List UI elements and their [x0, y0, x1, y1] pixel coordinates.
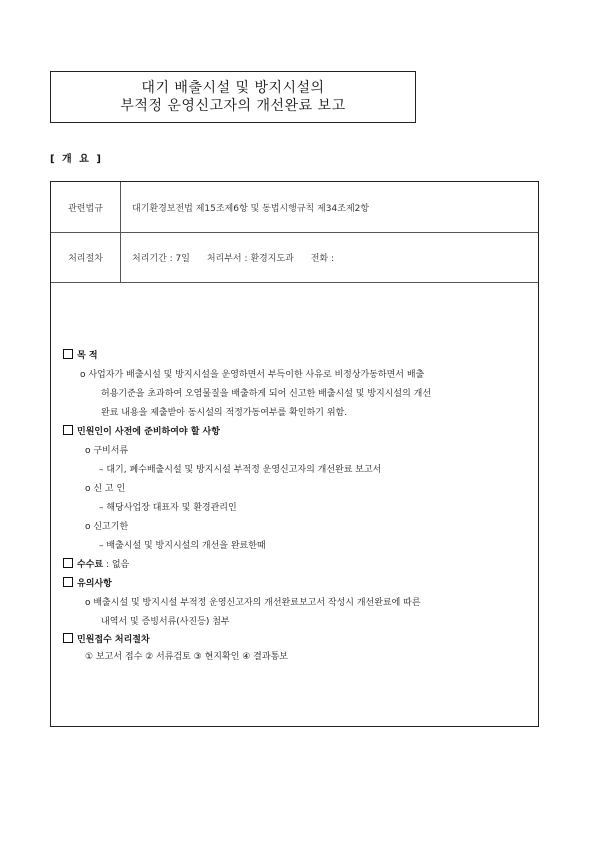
row-divider — [120, 182, 121, 232]
checkbox-square-icon — [63, 633, 73, 643]
row-divider — [120, 232, 121, 282]
procedure-row — [51, 232, 538, 283]
required-documents: o 구비서류 — [85, 446, 129, 456]
law-label: 관련법규 — [68, 203, 103, 214]
procedure-value — [120, 251, 348, 264]
process-steps-heading: 민원접수 처리절차 — [63, 632, 528, 649]
reporter-item: – 해당사업장 대표자 및 환경관리인 — [99, 503, 237, 513]
overview-heading: [ 개 요 ] — [50, 154, 103, 165]
notes-line: o 배출시설 및 방지시설 부적정 운영신고자의 개선완료보고서 작성시 개선완료에 따른 — [85, 598, 421, 608]
phone: 전화 : — [310, 253, 334, 264]
purpose-line: o 사업자가 배출시설 및 방지시설을 운영하면서 부득이한 사유로 비정상가동하면서 배출 — [80, 370, 425, 380]
purpose-line: 허용기준을 초과하여 오염물질을 배출하게 되어 신고한 배출시설 및 방지시설의 개선 — [101, 389, 432, 399]
procedure-label: 처리절차 — [68, 253, 103, 264]
deadline-item: – 배출시설 및 방지시설의 개선을 완료한때 — [99, 541, 266, 551]
required-documents-item: – 대기, 폐수배출시설 및 방지시설 부적정 운영신고자의 개선완료 보고서 — [99, 465, 382, 475]
reporter: o 신 고 인 — [85, 484, 126, 494]
preparation-heading: 민원인이 사전에 준비하여야 할 사항 — [63, 423, 528, 442]
processing-department: 처리부서 : 환경지도과 — [206, 253, 294, 264]
title-line-1: 대기 배출시설 및 방지시설의 — [141, 80, 325, 96]
law-row — [51, 182, 538, 233]
notes-heading: 유의사항 — [63, 575, 528, 594]
overview-box — [50, 181, 539, 727]
law-value: 대기환경보전법 제15조제6항 및 동법시행규칙 제34조제2항 — [132, 203, 370, 214]
deadline: o 신고기한 — [85, 522, 129, 532]
overview-content — [63, 347, 528, 666]
process-steps: ① 보고서 접수 ② 서류검토 ③ 현지확인 ④ 결과통보 — [85, 652, 288, 662]
fee-line: 수수료 : 없음 — [63, 556, 528, 575]
title-line-2: 부적정 운영신고자의 개선완료 보고 — [120, 98, 346, 114]
purpose-line: 완료 내용을 제출받아 동시설의 적정가동여부를 확인하기 위함. — [101, 408, 348, 418]
notes-line: 내역서 및 증빙서류(사진등) 첨부 — [101, 617, 230, 627]
checkbox-square-icon — [63, 425, 73, 435]
checkbox-square-icon — [63, 558, 73, 568]
checkbox-square-icon — [63, 577, 73, 587]
purpose-heading: 목 적 — [63, 347, 528, 366]
checkbox-square-icon — [63, 349, 73, 359]
document-title-box — [50, 71, 416, 123]
processing-period: 처리기간 : 7일 — [132, 253, 190, 264]
